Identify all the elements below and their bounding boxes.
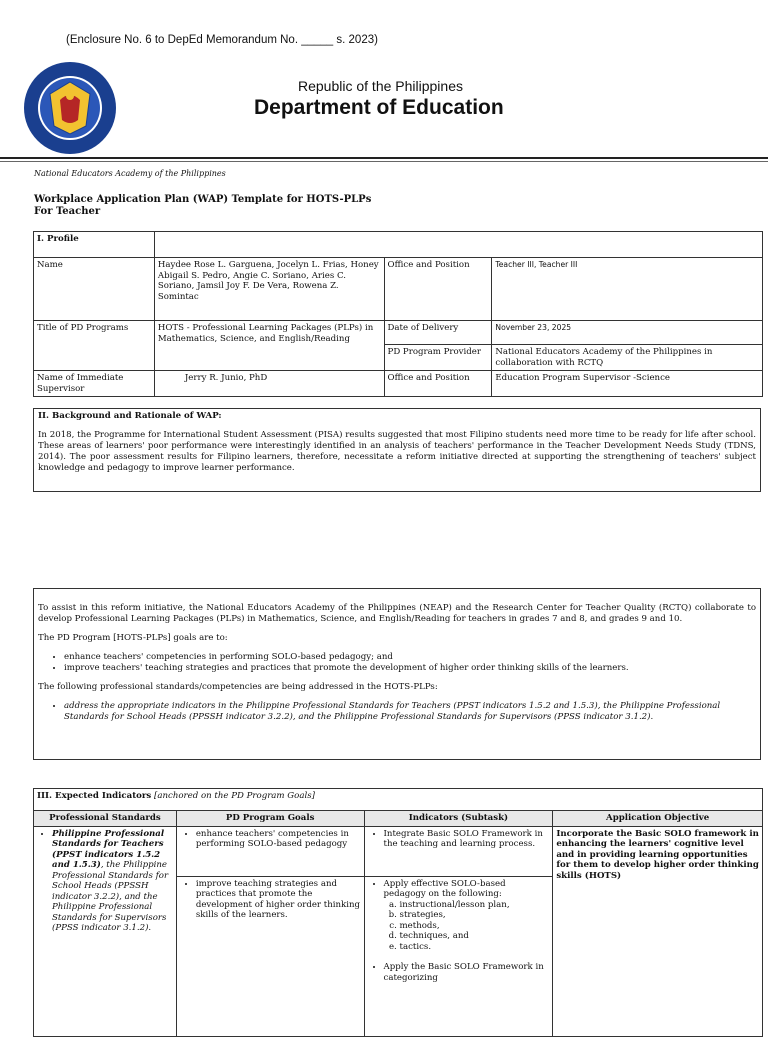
background-heading: II. Background and Rationale of WAP:	[38, 411, 222, 421]
column-header: Application Objective	[553, 811, 763, 827]
standards-list	[38, 701, 756, 723]
goals-intro: The PD Program [HOTS-PLPs] goals are to:	[38, 633, 228, 643]
expected-indicators-table	[33, 788, 763, 1037]
column-header: Indicators (Subtask)	[364, 811, 553, 827]
list-item: • improve teachers' teaching strategies and practices that promote the development of higher order thinking skills of the learners.	[64, 663, 756, 674]
assist-section	[33, 588, 761, 760]
office-value: Teacher III, Teacher III	[492, 258, 763, 321]
provider-label: PD Program Provider	[384, 345, 492, 371]
pd-programs-label: Title of PD Programs	[34, 321, 155, 371]
standards-intro: The following professional standards/competencies are being addressed in the HOTS-PLPs:	[38, 682, 438, 692]
header-divider	[0, 157, 768, 159]
supervisor-value: Jerry R. Junio, PhD	[154, 371, 384, 397]
column-header: PD Program Goals	[176, 811, 364, 827]
list-item: • enhance teachers' competencies in performing SOLO-based pedagogy; and	[64, 652, 756, 663]
header-divider-thin	[0, 161, 768, 162]
name-label: Name	[34, 258, 155, 321]
wap-title-line2: For Teacher	[34, 206, 101, 217]
republic-text: Republic of the Philippines	[298, 78, 463, 94]
profile-table	[33, 231, 763, 397]
application-objective-cell: Incorporate the Basic SOLO framework in enhancing the learners' cognitive level and in providing learning opportunities for them to develop higher order thinking skills (HOTS)	[553, 826, 763, 1036]
goal-cell: • enhance teachers' competencies in performing SOLO-based pedagogy	[176, 826, 364, 876]
background-text: In 2018, the Programme for International Student Assessment (PISA) results suggested that most Filipino students need more time to be ready for life after school. These areas of learners' poor performance were interestingly identified in an analysis of teachers' performance in the Teacher Development Needs Study (TDNS, 2014). The poor assessment results for Filipino learners, therefore, necessitate a reform initiative directed at supporting the strengthening of teachers' subject knowledge and pedagogy to improve learner performance.	[38, 430, 756, 473]
expected-heading: III. Expected Indicators [anchored on the PD Program Goals]	[34, 789, 763, 811]
wap-title	[34, 194, 371, 218]
list-item: • address the appropriate indicators in the Philippine Professional Standards for Teachers (PPST indicators 1.5.2 and 1.5.3), the Philippine Professional Standards for School Heads (PPSSH indicator 3.2.2), and the Philippine Professional Standards for Supervisors (PPSS indicator 3.1.2).	[64, 701, 756, 723]
assist-paragraph: To assist in this reform initiative, the National Educators Academy of the Philippines (NEAP) and the Research Center for Teacher Quality (RCTQ) collaborate to develop Professional Learning Packages (PLPs) in Mathematics, Science, and English/Reading for teachers in grades 7 and 8, and grades 9 and 10.	[38, 603, 756, 624]
enclosure-note: (Enclosure No. 6 to DepEd Memorandum No. _____ s. 2023)	[66, 34, 378, 46]
indicator-cell: • Integrate Basic SOLO Framework in the teaching and learning process.	[364, 826, 553, 876]
date-value: November 23, 2025	[492, 321, 763, 345]
office2-label: Office and Position	[384, 371, 492, 397]
indicator-cell: • Apply effective SOLO-based pedagogy on the following: a. instructional/lesson plan, b. strategies, c. methods, d. techniques, and e. tactics. • Apply the Basic SOLO Framework in categorizing	[364, 876, 553, 1036]
wap-title-line1: Workplace Application Plan (WAP) Template for HOTS-PLPs	[34, 194, 372, 205]
office2-value: Education Program Supervisor -Science	[492, 371, 763, 397]
provider-value: National Educators Academy of the Philippines in collaboration with RCTQ	[492, 345, 763, 371]
name-value: Haydee Rose L. Garguena, Jocelyn L. Frias, Honey Abigail S. Pedro, Angie C. Soriano, Aries C. Soriano, Jamsil Joy F. De Vera, Rowena Z. Somintac	[154, 258, 384, 321]
background-section	[33, 408, 761, 492]
professional-standards-cell: • Philippine Professional Standards for Teachers (PPST indicators 1.5.2 and 1.5.3), the Philippine Professional Standards for School Heads (PPSSH indicator 3.2.2), and the Philippine Professional Standards for Supervisors (PPSS indicator 3.1.2).	[34, 826, 177, 1036]
date-label: Date of Delivery	[384, 321, 492, 345]
column-header: Professional Standards	[34, 811, 177, 827]
office-label: Office and Position	[384, 258, 492, 321]
profile-section-label: I. Profile	[34, 232, 155, 258]
goal-cell: • improve teaching strategies and practices that promote the development of higher order thinking skills of the learners.	[176, 876, 364, 1036]
goals-list	[38, 652, 756, 674]
neap-label: National Educators Academy of the Philippines	[34, 169, 226, 178]
supervisor-label: Name of Immediate Supervisor	[34, 371, 155, 397]
department-title: Department of Education	[254, 96, 504, 119]
deped-seal-logo	[22, 60, 118, 156]
pd-programs-value: HOTS - Professional Learning Packages (PLPs) in Mathematics, Science, and English/Reading	[154, 321, 384, 371]
